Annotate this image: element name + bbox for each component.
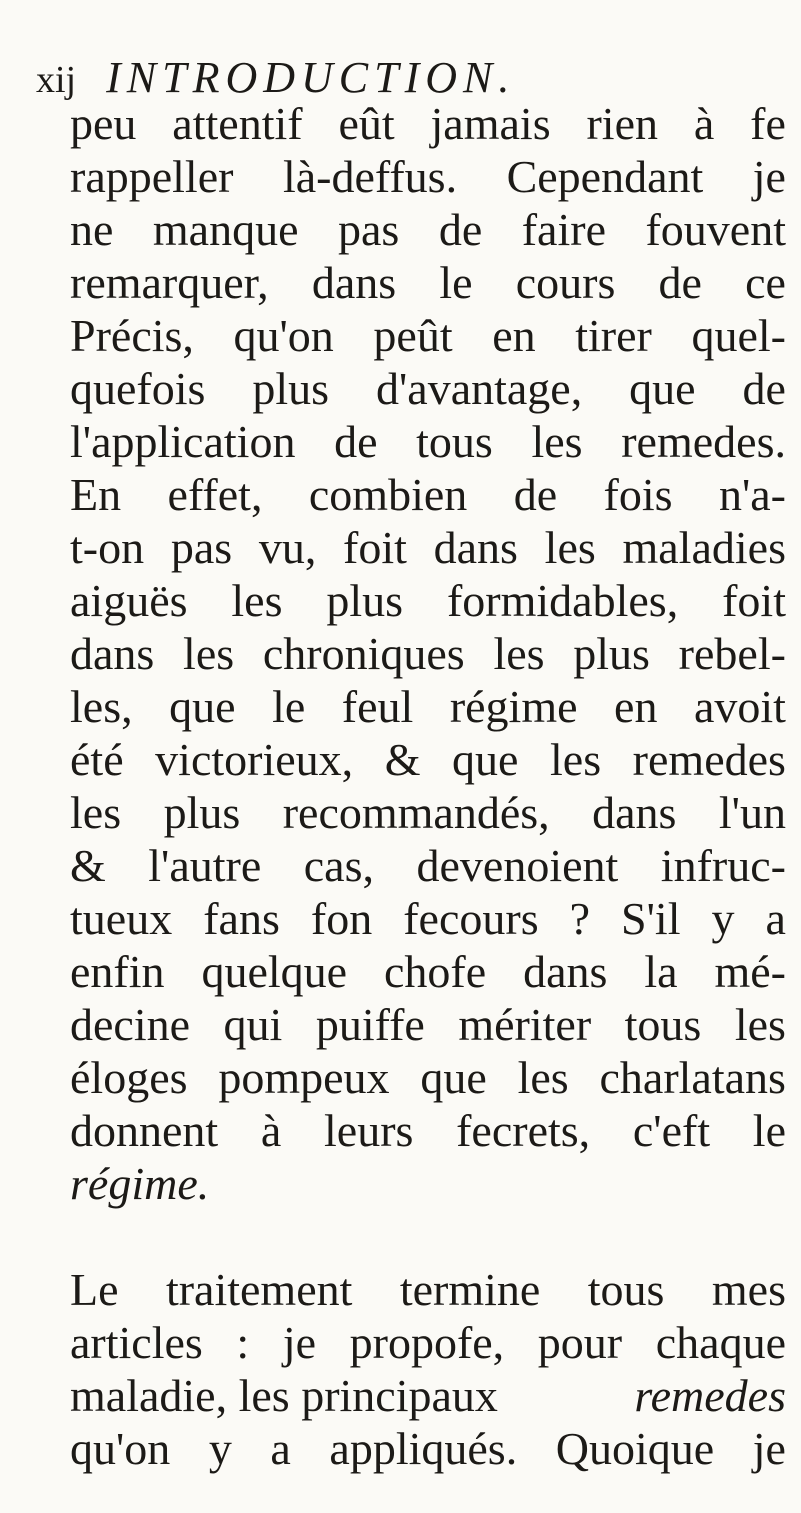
word: le (439, 257, 473, 308)
text-line (70, 309, 786, 362)
word: quefois (70, 363, 206, 414)
word: termine (399, 1264, 541, 1315)
word: foit (722, 575, 786, 626)
word: remedes. (621, 416, 786, 467)
word: plus (326, 575, 404, 626)
text-span: maladie, les principaux (70, 1370, 498, 1421)
word: en (492, 310, 536, 361)
word: de (742, 363, 786, 414)
text-line (70, 627, 786, 680)
word: le (272, 681, 306, 732)
word: remedes (632, 734, 786, 785)
word: de (438, 204, 483, 255)
word: & (70, 840, 106, 891)
word: ? (569, 893, 591, 944)
italic-word: remedes (634, 1370, 786, 1421)
word: été (70, 734, 124, 785)
word: chroniques (262, 628, 465, 679)
running-title: INTRODUCTION. (106, 53, 516, 102)
word: mériter (458, 999, 592, 1050)
word: l'application (70, 416, 296, 467)
word: à (693, 98, 715, 149)
text-line (70, 945, 786, 998)
word: leurs (324, 1105, 414, 1156)
text-line (70, 574, 786, 627)
text-line-final (70, 1157, 786, 1210)
word: t-on (70, 522, 145, 573)
word: S'il (621, 893, 681, 944)
word: rappeller (70, 151, 234, 202)
word: traitement (165, 1264, 353, 1315)
word: les (183, 628, 235, 679)
text-line (70, 415, 786, 468)
word: Le (70, 1264, 119, 1315)
text-line (70, 150, 786, 203)
word: : (236, 1317, 250, 1368)
word: d'avantage, (375, 363, 583, 414)
word: éloges (70, 1052, 188, 1103)
word: plus (252, 363, 330, 414)
word: rebel- (678, 628, 786, 679)
word: a (765, 893, 786, 944)
word: que (452, 734, 519, 785)
word: mes (711, 1264, 786, 1315)
word: infruc- (660, 840, 786, 891)
paragraph-1 (70, 97, 786, 1210)
word: que (629, 363, 696, 414)
word: le (752, 1105, 786, 1156)
word: de (658, 257, 702, 308)
word: remarquer, (70, 257, 269, 308)
word: peu (70, 98, 137, 149)
word: puiffe (315, 999, 425, 1050)
word: articles (70, 1317, 203, 1368)
word: qu'on (70, 1423, 171, 1474)
word: ne (70, 204, 114, 255)
word: pompeux (218, 1052, 390, 1103)
text-line (70, 1316, 786, 1369)
word: que (169, 681, 236, 732)
word: tous (416, 416, 493, 467)
word: dans (311, 257, 397, 308)
word: peût (373, 310, 453, 361)
word: a (270, 1423, 291, 1474)
word: maladies (622, 522, 786, 573)
word: en (614, 681, 658, 732)
word: avoit (693, 681, 786, 732)
text-line (70, 839, 786, 892)
word: l'autre (148, 840, 262, 891)
word: y (711, 893, 735, 944)
word: fans (203, 893, 280, 944)
word: y (208, 1423, 232, 1474)
word: aiguës (70, 575, 188, 626)
word: rien (586, 98, 658, 149)
word: cours (515, 257, 616, 308)
word: de (513, 469, 558, 520)
word: pas (338, 204, 400, 255)
word: régime (449, 681, 578, 732)
word: quel- (691, 310, 786, 361)
word: c'eft (632, 1105, 711, 1156)
word: propofe, (349, 1317, 505, 1368)
word: de (334, 416, 378, 467)
word: pour (537, 1317, 623, 1368)
text-line (70, 733, 786, 786)
word: les (493, 628, 545, 679)
word: mé- (714, 946, 786, 997)
page-header (36, 52, 776, 102)
word: decine (70, 999, 191, 1050)
word: qu'on (233, 310, 334, 361)
text-line (70, 998, 786, 1051)
word: enfin (70, 946, 165, 997)
word: dans (433, 522, 518, 573)
word: Cependant (506, 151, 704, 202)
word: les, (70, 681, 133, 732)
text-line (70, 892, 786, 945)
word: n'a- (718, 469, 786, 520)
word: victorieux, (155, 734, 354, 785)
word: formidables, (446, 575, 679, 626)
text-line (70, 1104, 786, 1157)
word: ce (745, 257, 786, 308)
italic-word: régime. (70, 1158, 210, 1209)
word: fon (310, 893, 373, 944)
word: Quoique (555, 1423, 715, 1474)
word: plus (163, 787, 241, 838)
word: fecours (403, 893, 539, 944)
word: là-deffus. (282, 151, 458, 202)
word: quelque (201, 946, 348, 997)
word: l'un (718, 787, 786, 838)
word: la (644, 946, 678, 997)
word: attentif (172, 98, 303, 149)
word: feul (341, 681, 414, 732)
word: les (231, 575, 283, 626)
page-number: xij (36, 59, 77, 101)
word: chofe (383, 946, 487, 997)
word: devenoient (416, 840, 619, 891)
text-line (70, 1051, 786, 1104)
word: vu, (258, 522, 317, 573)
word: dans (592, 787, 677, 838)
word: pas (170, 522, 233, 573)
word: manque (152, 204, 299, 255)
word: tueux (70, 893, 173, 944)
word: faire (521, 204, 606, 255)
text-line (70, 1263, 786, 1316)
word: recommandés, (282, 787, 550, 838)
word: plus (573, 628, 650, 679)
word: tirer (575, 310, 652, 361)
text-line (70, 1422, 786, 1475)
paragraph-2 (70, 1263, 786, 1475)
text-line (70, 468, 786, 521)
word: dans (523, 946, 608, 997)
word: donnent (70, 1105, 219, 1156)
text-line-mixed (70, 1369, 786, 1422)
word: En (70, 469, 122, 520)
word: fe (750, 98, 786, 149)
text-line (70, 203, 786, 256)
body-text (70, 97, 786, 1475)
word: je (752, 151, 786, 202)
text-line (70, 521, 786, 574)
word: dans (70, 628, 155, 679)
word: chaque (655, 1317, 786, 1368)
word: à (260, 1105, 282, 1156)
word: tous (587, 1264, 665, 1315)
text-line (70, 97, 786, 150)
word: cas, (303, 840, 375, 891)
word: je (282, 1317, 317, 1368)
word: fecrets, (456, 1105, 591, 1156)
text-line (70, 362, 786, 415)
word: je (752, 1423, 786, 1474)
word: les (734, 999, 786, 1050)
word: eût (338, 98, 395, 149)
word: charlatans (599, 1052, 786, 1103)
word: les (531, 416, 583, 467)
word: que (420, 1052, 487, 1103)
word: tous (624, 999, 702, 1050)
word: combien (308, 469, 468, 520)
word: jamais (430, 98, 551, 149)
text-line (70, 256, 786, 309)
word: & (384, 734, 421, 785)
word: les (70, 787, 122, 838)
text-line (70, 680, 786, 733)
word: appliqués. (329, 1423, 518, 1474)
word: effet, (167, 469, 263, 520)
word: foit (343, 522, 407, 573)
word: fouvent (645, 204, 786, 255)
word: les (550, 734, 602, 785)
word: qui (223, 999, 283, 1050)
text-line (70, 786, 786, 839)
word: fois (603, 469, 673, 520)
word: Précis, (70, 310, 194, 361)
word: les (544, 522, 596, 573)
word: les (517, 1052, 569, 1103)
